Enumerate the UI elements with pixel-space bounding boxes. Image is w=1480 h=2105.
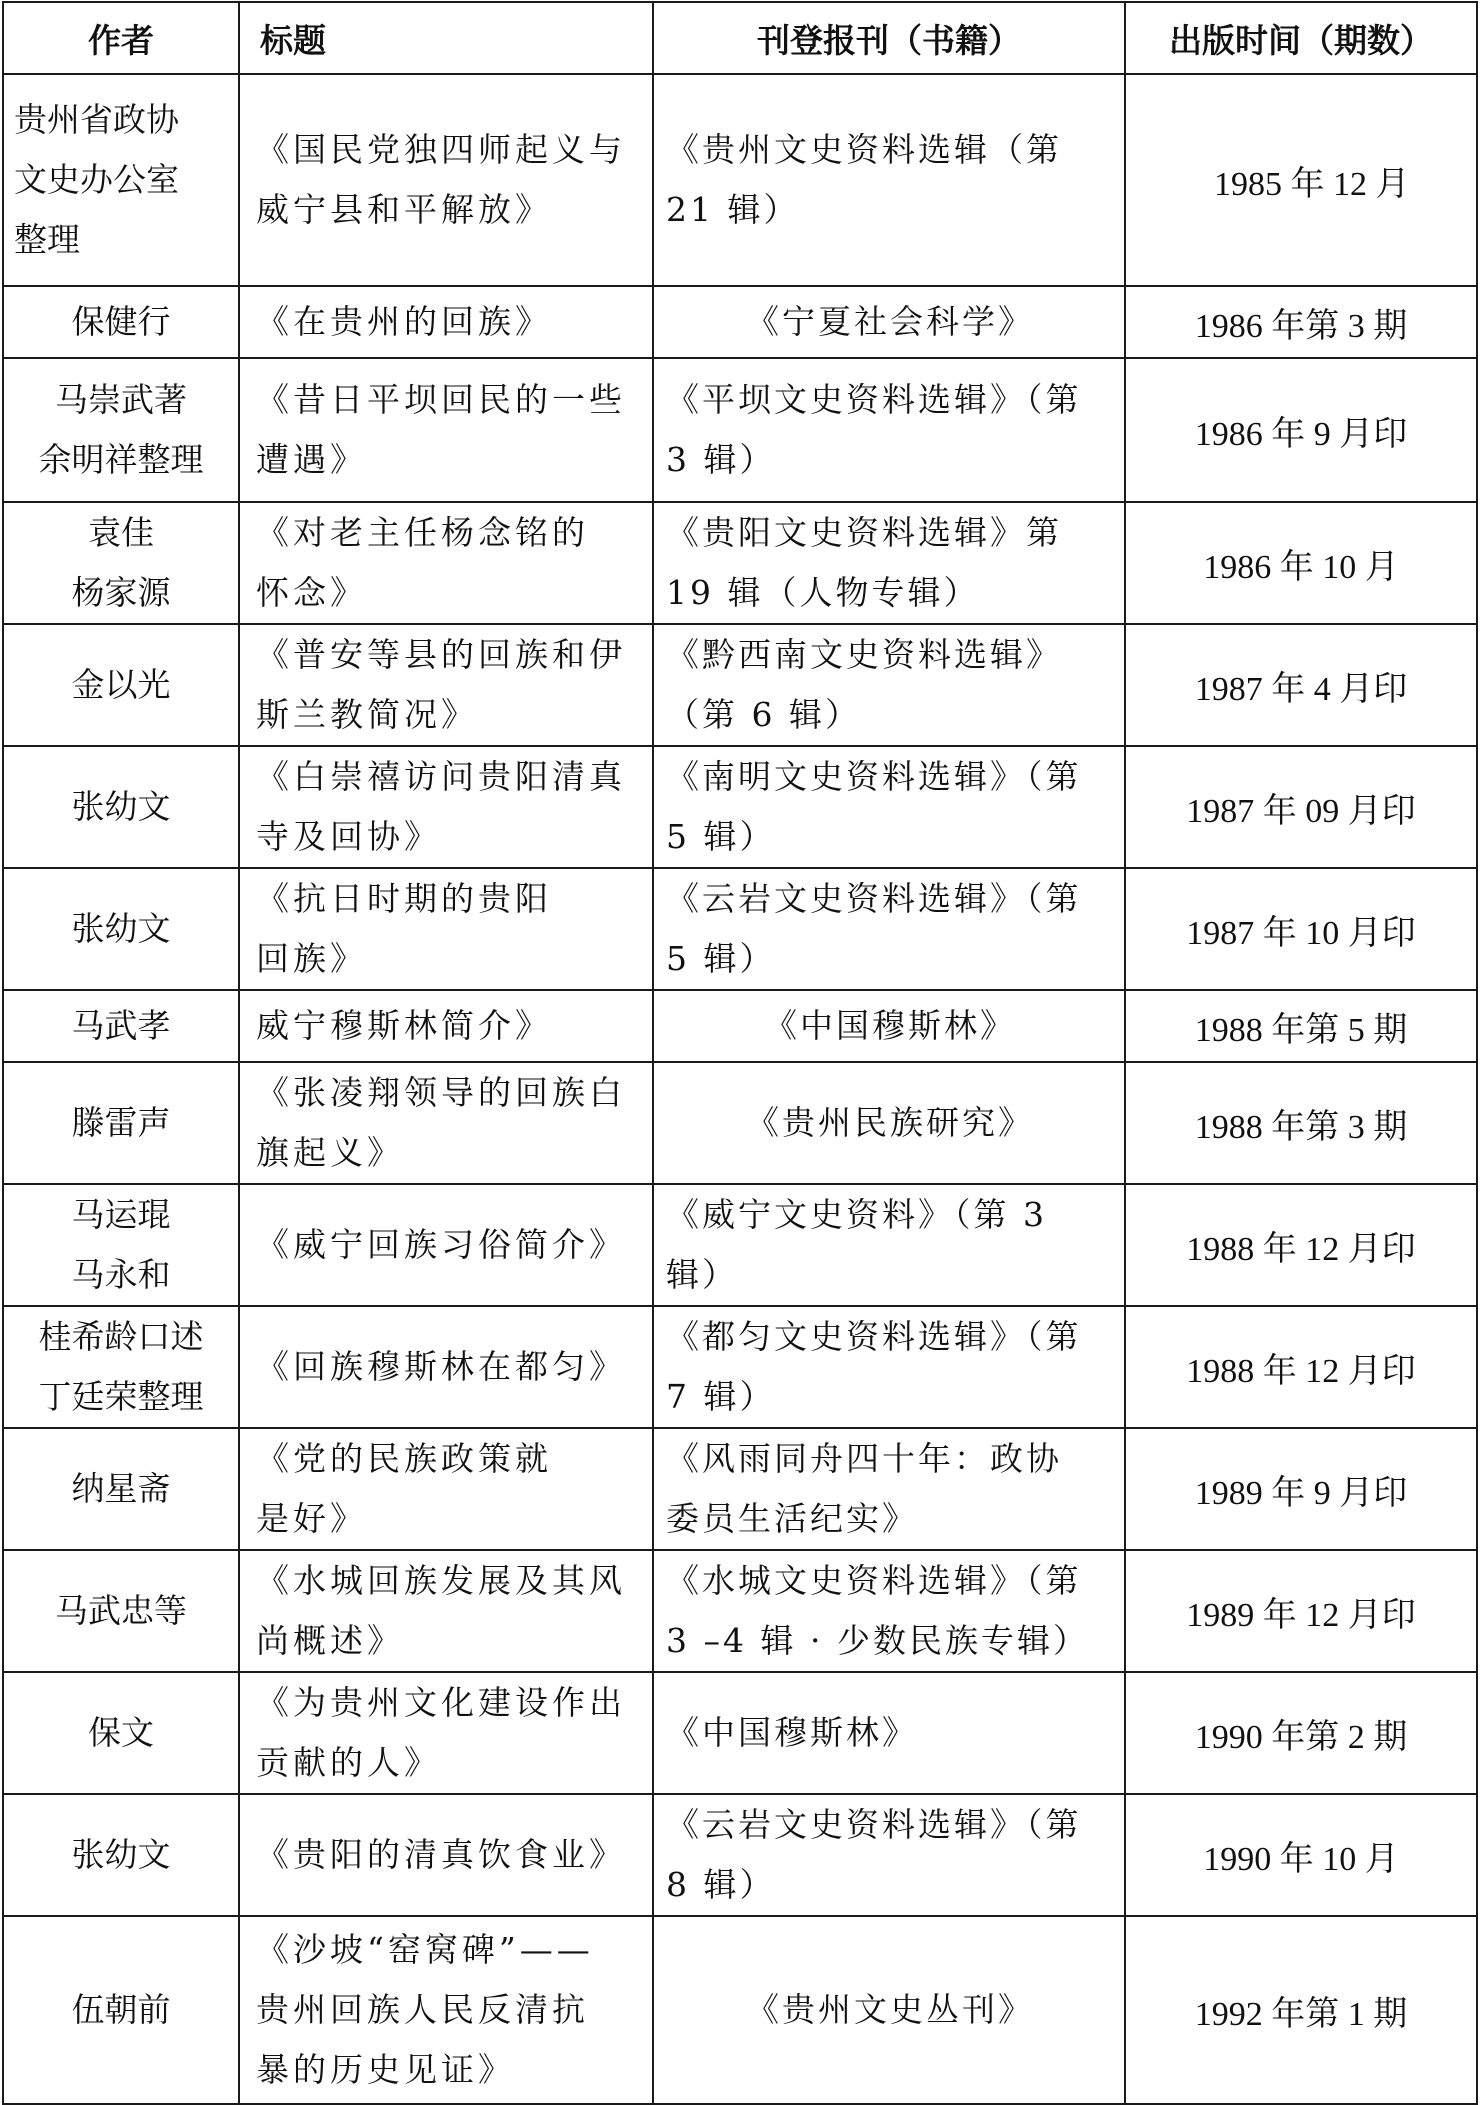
- table-row: [3, 1306, 1477, 1428]
- table-row: [3, 1916, 1477, 2104]
- publication-text: 《贵州文史资料选辑（第 21 辑）: [666, 130, 1062, 229]
- date-text: 1990 年 10 月: [1203, 1840, 1399, 1878]
- table-row: [3, 1672, 1477, 1794]
- author-text: 袁佳 杨家源: [71, 513, 171, 612]
- title-text: 《国民党独四师起义与 威宁县和平解放》: [256, 130, 626, 229]
- author-text: 马武忠等: [55, 1591, 187, 1630]
- author-text: 马武孝: [71, 1006, 171, 1045]
- table-row: [3, 74, 1477, 286]
- author-text: 张幼文: [71, 1835, 171, 1874]
- title-text: 威宁穆斯林简介》: [256, 1006, 552, 1045]
- date-cell: [1125, 286, 1477, 358]
- author-text: 保健行: [71, 302, 171, 341]
- publication-cell: [653, 624, 1125, 746]
- title-cell: [239, 74, 653, 286]
- publication-text: 《宁夏社会科学》: [746, 302, 1034, 341]
- title-cell: [239, 358, 653, 502]
- author-text: 张幼文: [71, 909, 171, 948]
- author-cell: [3, 1184, 239, 1306]
- title-cell: [239, 1672, 653, 1794]
- publication-text: 《黔西南文史资料选辑》 （第 6 辑）: [666, 635, 1062, 734]
- author-text: 纳星斋: [71, 1469, 171, 1508]
- publication-cell: [653, 74, 1125, 286]
- table-row: [3, 990, 1477, 1062]
- title-text: 《威宁回族习俗简介》: [256, 1225, 626, 1264]
- author-cell: [3, 1672, 239, 1794]
- publication-text: 《风雨同舟四十年：政协 委员生活纪实》: [666, 1439, 1062, 1538]
- title-text: 《抗日时期的贵阳 回族》: [256, 879, 552, 978]
- author-cell: [3, 286, 239, 358]
- table-row: [3, 1062, 1477, 1184]
- title-text: 《为贵州文化建设作出 贡献的人》: [256, 1683, 626, 1782]
- publication-cell: [653, 502, 1125, 624]
- date-text: 1990 年第 2 期: [1194, 1718, 1408, 1756]
- date-cell: [1125, 624, 1477, 746]
- publication-cell: [653, 1306, 1125, 1428]
- title-text: 《昔日平坝回民的一些 遭遇》: [256, 380, 626, 479]
- author-text: 桂希龄口述 丁廷荣整理: [38, 1317, 204, 1416]
- title-cell: [239, 746, 653, 868]
- author-text: 张幼文: [71, 787, 171, 826]
- date-text: 1986 年 9 月印: [1194, 415, 1408, 453]
- author-text: 马崇武著 余明祥整理: [38, 380, 204, 479]
- publication-text: 《都匀文史资料选辑》（第 7 辑）: [666, 1317, 1082, 1416]
- author-cell: [3, 502, 239, 624]
- author-cell: [3, 746, 239, 868]
- title-cell: [239, 868, 653, 990]
- author-text: 马运琨 马永和: [71, 1195, 171, 1294]
- date-cell: [1125, 746, 1477, 868]
- title-text: 《沙坡“窑窝碑”—— 贵州回族人民反清抗 暴的历史见证》: [256, 1930, 594, 2089]
- date-text: 1986 年 10 月: [1203, 548, 1399, 586]
- publication-text: 《中国穆斯林》: [666, 1713, 918, 1752]
- author-cell: [3, 1062, 239, 1184]
- date-cell: [1125, 1550, 1477, 1672]
- date-cell: [1125, 1306, 1477, 1428]
- table-row: [3, 1550, 1477, 1672]
- title-cell: [239, 502, 653, 624]
- author-text: 滕雷声: [71, 1103, 171, 1142]
- header-row: [3, 2, 1477, 74]
- author-text: 贵州省政协 文史办公室 整理: [14, 100, 179, 259]
- publication-cell: [653, 1550, 1125, 1672]
- date-text: 1988 年第 5 期: [1194, 1011, 1408, 1049]
- date-text: 1986 年第 3 期: [1194, 307, 1408, 345]
- title-cell: [239, 990, 653, 1062]
- date-cell: [1125, 868, 1477, 990]
- title-text: 《水城回族发展及其风 尚概述》: [256, 1561, 626, 1660]
- date-text: 1987 年 09 月印: [1186, 792, 1416, 830]
- publication-text: 《云岩文史资料选辑》（第 8 辑）: [666, 1805, 1082, 1904]
- author-cell: [3, 1428, 239, 1550]
- title-text: 《白崇禧访问贵阳清真 寺及回协》: [256, 757, 626, 856]
- header-title: 标题: [239, 2, 653, 74]
- date-cell: [1125, 358, 1477, 502]
- date-cell: [1125, 1794, 1477, 1916]
- publication-cell: [653, 1672, 1125, 1794]
- publication-cell: [653, 990, 1125, 1062]
- bibliography-table: [2, 1, 1478, 2105]
- title-text: 《普安等县的回族和伊 斯兰教简况》: [256, 635, 626, 734]
- table-row: [3, 868, 1477, 990]
- table-row: [3, 358, 1477, 502]
- author-cell: [3, 358, 239, 502]
- title-text: 《对老主任杨念铭的 怀念》: [256, 513, 589, 612]
- publication-text: 《平坝文史资料选辑》（第 3 辑）: [666, 380, 1082, 479]
- publication-cell: [653, 868, 1125, 990]
- title-cell: [239, 1306, 653, 1428]
- title-cell: [239, 1916, 653, 2104]
- date-text: 1988 年 12 月印: [1186, 1230, 1416, 1268]
- author-cell: [3, 624, 239, 746]
- date-text: 1988 年 12 月印: [1186, 1352, 1416, 1390]
- date-cell: [1125, 74, 1477, 286]
- publication-cell: [653, 1062, 1125, 1184]
- author-cell: [3, 74, 239, 286]
- title-text: 《在贵州的回族》: [256, 302, 552, 341]
- table-row: [3, 746, 1477, 868]
- author-text: 金以光: [71, 665, 171, 704]
- date-text: 1987 年 4 月印: [1194, 670, 1408, 708]
- header-date: 出版时间（期数）: [1125, 2, 1477, 74]
- publication-cell: [653, 746, 1125, 868]
- title-cell: [239, 1184, 653, 1306]
- date-cell: [1125, 1916, 1477, 2104]
- publication-cell: [653, 1794, 1125, 1916]
- author-cell: [3, 1306, 239, 1428]
- title-cell: [239, 1794, 653, 1916]
- author-cell: [3, 1550, 239, 1672]
- date-text: 1988 年第 3 期: [1194, 1108, 1408, 1146]
- publication-text: 《水城文史资料选辑》（第 3 –4 辑 · 少数民族专辑）: [666, 1561, 1089, 1660]
- title-cell: [239, 1428, 653, 1550]
- author-cell: [3, 868, 239, 990]
- header-author: 作者: [3, 2, 239, 74]
- author-cell: [3, 1794, 239, 1916]
- table-row: [3, 286, 1477, 358]
- date-cell: [1125, 1184, 1477, 1306]
- title-text: 《回族穆斯林在都匀》: [256, 1347, 626, 1386]
- title-cell: [239, 1062, 653, 1184]
- publication-cell: [653, 1428, 1125, 1550]
- publication-text: 《威宁文史资料》（第 3 辑）: [666, 1195, 1047, 1294]
- publication-text: 《南明文史资料选辑》（第 5 辑）: [666, 757, 1082, 856]
- title-text: 《张凌翔领导的回族白 旗起义》: [256, 1073, 626, 1172]
- date-cell: [1125, 1672, 1477, 1794]
- date-cell: [1125, 990, 1477, 1062]
- date-cell: [1125, 1062, 1477, 1184]
- table-row: [3, 1184, 1477, 1306]
- publication-text: 《贵阳文史资料选辑》第 19 辑（人物专辑）: [666, 513, 1062, 612]
- publication-text: 《贵州民族研究》: [746, 1103, 1034, 1142]
- date-text: 1985 年 12 月: [1214, 165, 1410, 203]
- table-row: [3, 1794, 1477, 1916]
- title-text: 《贵阳的清真饮食业》: [256, 1835, 626, 1874]
- date-text: 1987 年 10 月印: [1186, 914, 1416, 952]
- publication-text: 《中国穆斯林》: [764, 1006, 1016, 1045]
- title-text: 《党的民族政策就 是好》: [256, 1439, 552, 1538]
- table-row: [3, 1428, 1477, 1550]
- date-text: 1992 年第 1 期: [1194, 1995, 1408, 2033]
- date-text: 1989 年 12 月印: [1186, 1596, 1416, 1634]
- author-text: 伍朝前: [71, 1990, 171, 2029]
- publication-cell: [653, 286, 1125, 358]
- header-publication: 刊登报刊（书籍）: [653, 2, 1125, 74]
- author-cell: [3, 990, 239, 1062]
- publication-text: 《云岩文史资料选辑》（第 5 辑）: [666, 879, 1082, 978]
- date-cell: [1125, 502, 1477, 624]
- author-cell: [3, 1916, 239, 2104]
- title-cell: [239, 1550, 653, 1672]
- publication-cell: [653, 1916, 1125, 2104]
- table-row: [3, 624, 1477, 746]
- author-text: 保文: [88, 1713, 154, 1752]
- title-cell: [239, 286, 653, 358]
- title-cell: [239, 624, 653, 746]
- table-row: [3, 502, 1477, 624]
- date-cell: [1125, 1428, 1477, 1550]
- publication-cell: [653, 358, 1125, 502]
- publication-cell: [653, 1184, 1125, 1306]
- date-text: 1989 年 9 月印: [1194, 1474, 1408, 1512]
- publication-text: 《贵州文史丛刊》: [746, 1990, 1034, 2029]
